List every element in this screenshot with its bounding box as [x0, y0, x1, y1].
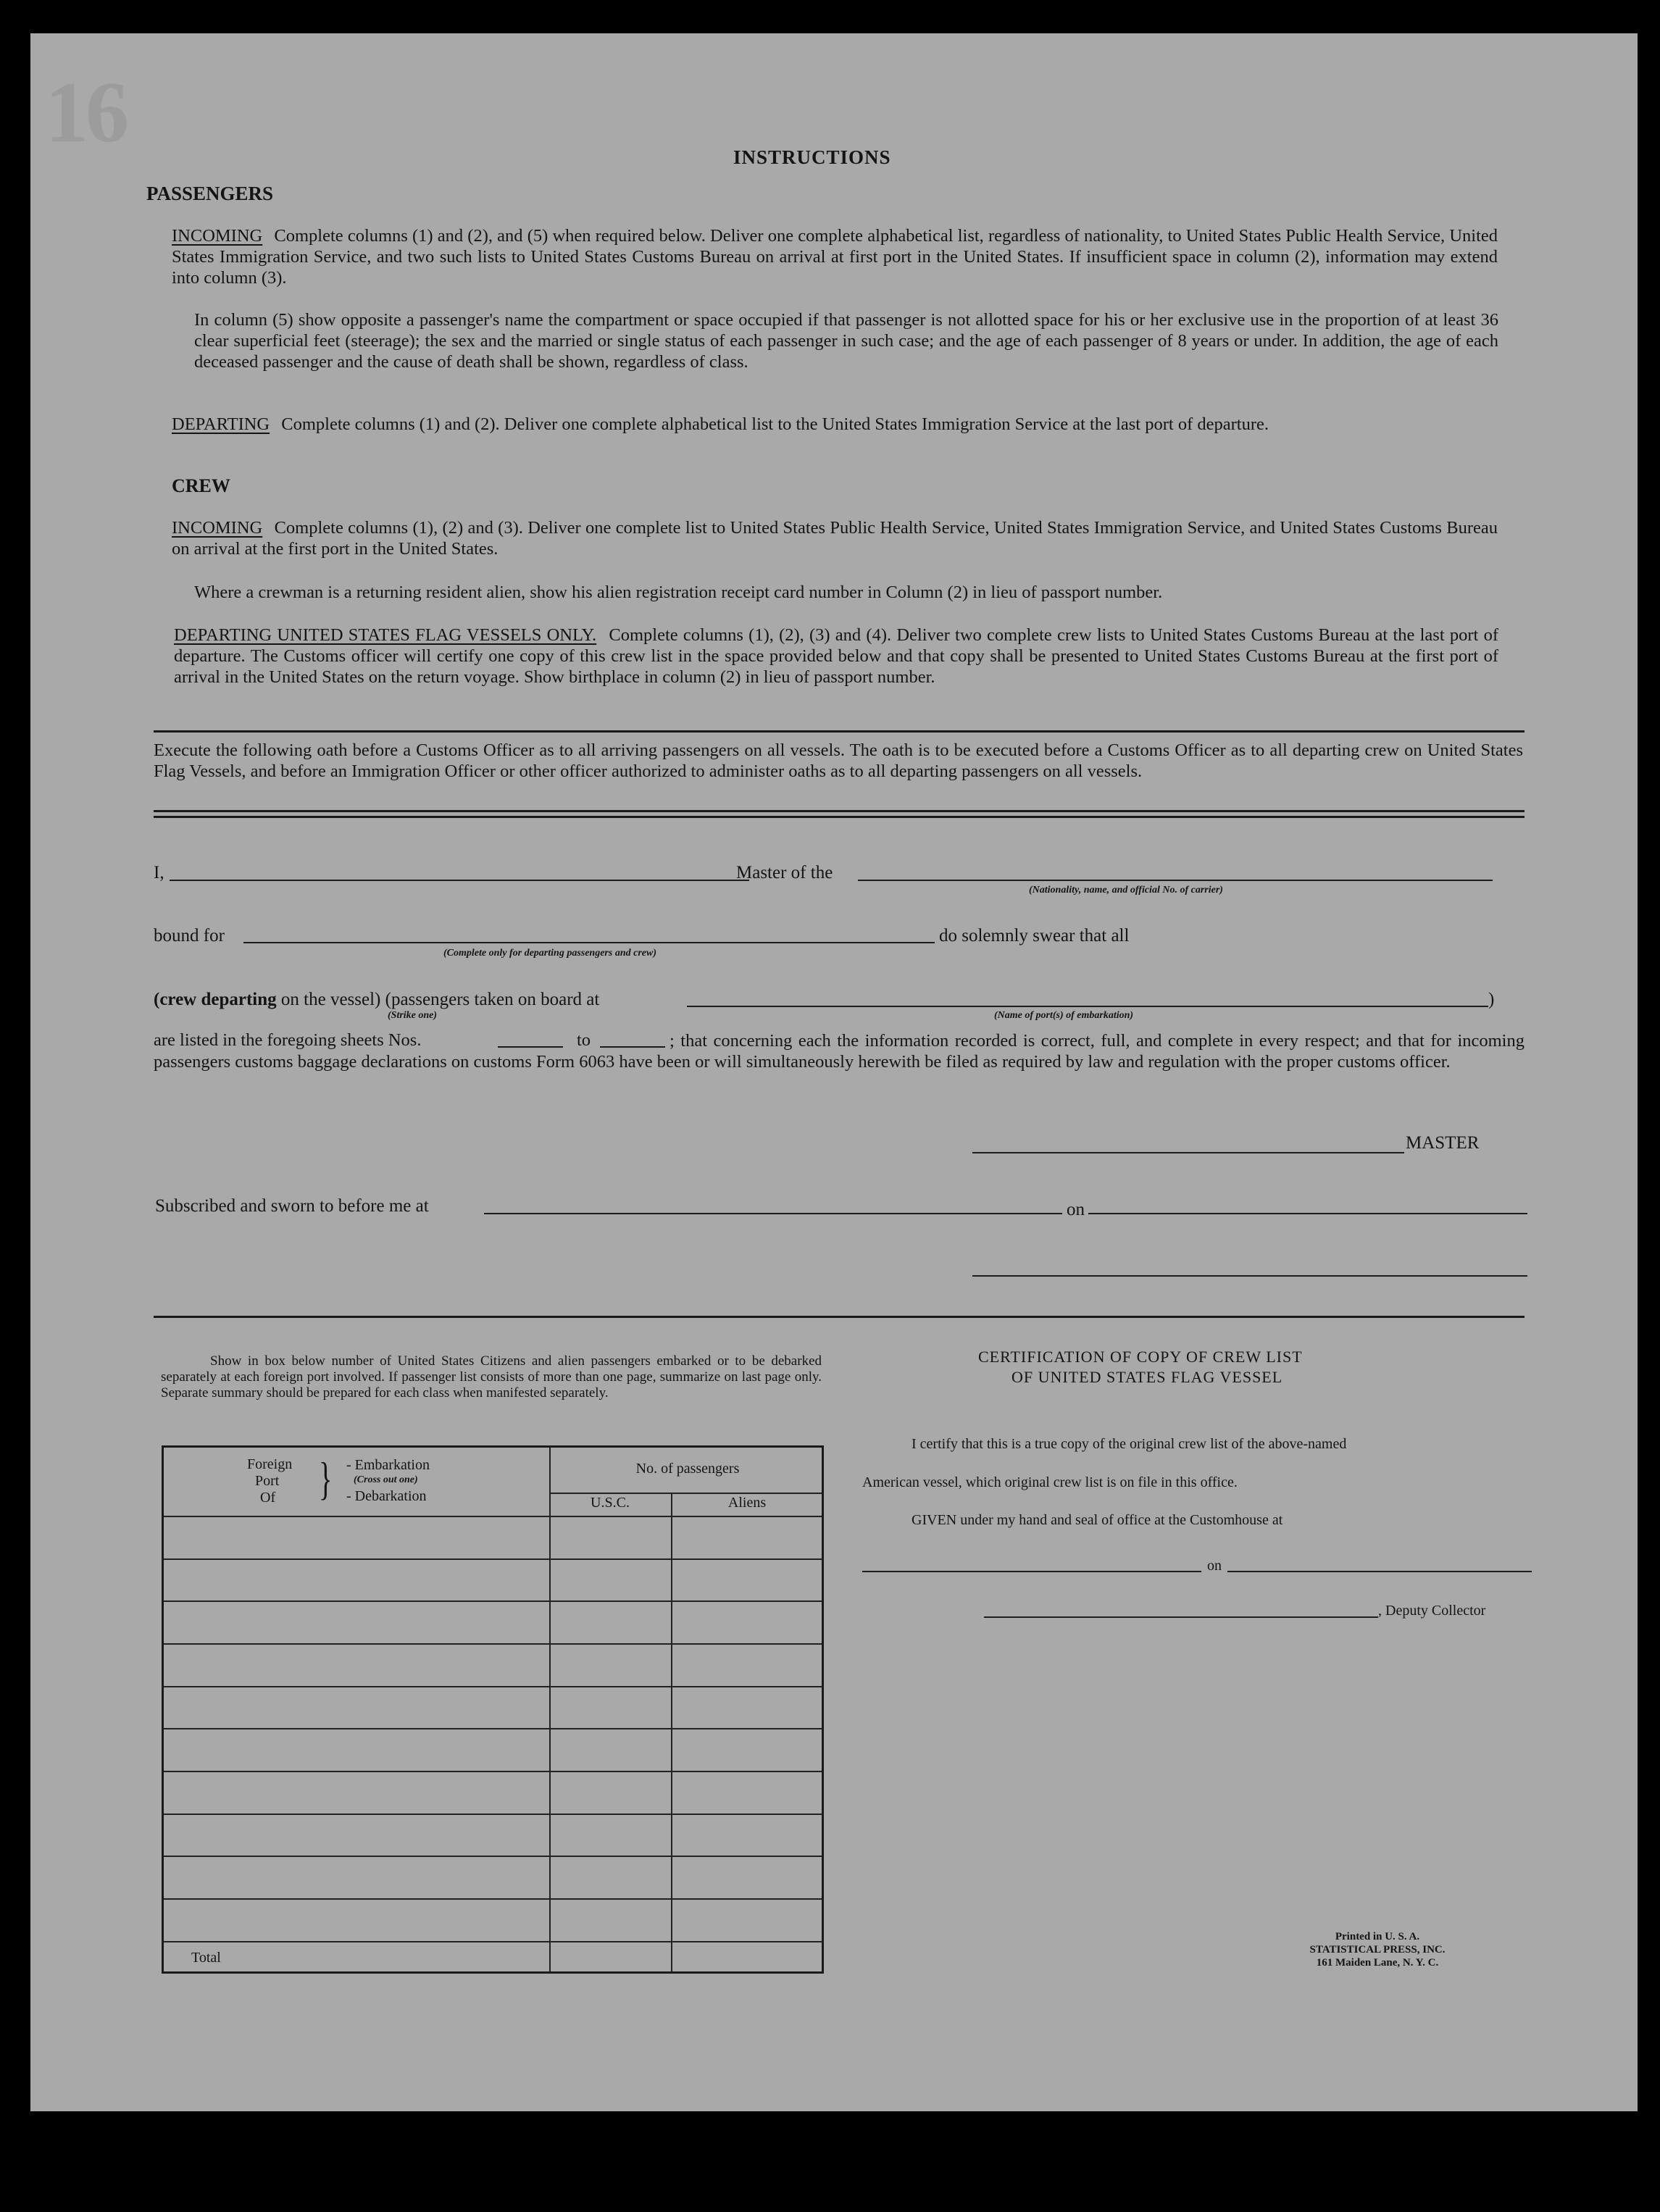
- master-label: MASTER: [1406, 1133, 1480, 1153]
- aliens-header: Aliens: [727, 1495, 767, 1511]
- crew-passengers-line: [154, 990, 599, 1010]
- page-title: INSTRUCTIONS: [733, 146, 891, 168]
- summary-instructions: Show in box below number of United States Citizens and alien passengers embarked or to be debarked separately at each foreign port involved. If passenger list consists of more than one page, summarize on last page only. Separate summary should be prepared for each class when manifested separately.: [161, 1353, 822, 1401]
- on-the-vessel-label: on the vessel): [280, 990, 381, 1009]
- cross-out-hint: (Cross out one): [354, 1474, 418, 1485]
- printer-imprint: [1258, 1930, 1497, 1969]
- crew-departing-paragraph: [174, 625, 1498, 688]
- passengers-heading: PASSENGERS: [146, 183, 274, 204]
- embarkation-option[interactable]: - Embarkation: [346, 1457, 430, 1473]
- passengers-incoming-paragraph: [172, 225, 1498, 288]
- certification-title-2: OF UNITED STATES FLAG VESSEL: [1012, 1368, 1283, 1386]
- officer-signature-field[interactable]: [972, 1275, 1527, 1277]
- master-name-field[interactable]: [170, 880, 749, 881]
- divider: [154, 730, 1525, 733]
- printer-line-2: STATISTICAL PRESS, INC.: [1309, 1944, 1446, 1956]
- deputy-signature-field[interactable]: [984, 1616, 1378, 1618]
- printer-line-3: 161 Maiden Lane, N. Y. C.: [1316, 1957, 1439, 1969]
- crew-incoming-label: INCOMING: [172, 518, 263, 538]
- deputy-collector-label: , Deputy Collector: [1378, 1603, 1486, 1619]
- oath-body-text: ; that concerning each the information recorded is correct, full, and complete in every respect; and that for incoming passengers customs baggage declarations on customs Form 6063 have been or will simultaneously herewith be filed as required by law and regulation with the proper customs officer.: [154, 1031, 1525, 1072]
- nationality-hint: (Nationality, name, and official No. of carrier): [1029, 885, 1223, 896]
- swear-label: do solemnly swear that all: [939, 926, 1130, 946]
- bracket: }: [319, 1453, 333, 1504]
- divider: [154, 1316, 1525, 1318]
- crew-heading: CREW: [172, 475, 230, 496]
- passengers-incoming-label: INCOMING: [172, 226, 263, 246]
- bound-for-label: bound for: [154, 926, 225, 946]
- subscribed-label: Subscribed and sworn to before me at: [155, 1196, 429, 1216]
- divider: [154, 810, 1525, 812]
- certification-date-field[interactable]: [1227, 1571, 1532, 1572]
- carrier-field[interactable]: [858, 880, 1493, 881]
- passengers-column5-paragraph: In column (5) show opposite a passenger's name the compartment or space occupied if that passenger is not allotted space for his or her exclusive use in the proportion of at least 36 clear superficial feet (steerage); the sex and the married or single status of each passenger in such case; and the age of each passenger of 8 years or under. In addition, the age of each deceased passenger and the cause of death shall be shown, regardless of class.: [194, 310, 1498, 372]
- printer-line-1: Printed in U. S. A.: [1335, 1931, 1420, 1942]
- of-label: Of: [260, 1490, 276, 1506]
- master-of-label: Master of the: [736, 863, 833, 882]
- usc-header: U.S.C.: [591, 1495, 630, 1511]
- complete-only-hint: (Complete only for departing passengers and crew): [443, 948, 656, 959]
- divider: [154, 816, 1525, 818]
- debarkation-option[interactable]: - Debarkation: [346, 1488, 427, 1504]
- stamp-number: 16: [45, 64, 126, 160]
- sheets-to-label: to: [577, 1030, 591, 1050]
- customhouse-field[interactable]: [862, 1571, 1201, 1572]
- certification-on-label: on: [1207, 1558, 1222, 1574]
- form-page: [30, 33, 1638, 2111]
- no-of-passengers-header: No. of passengers: [635, 1461, 740, 1477]
- passengers-departing-label: DEPARTING: [172, 414, 270, 434]
- sheets-from-label: are listed in the foregoing sheets Nos.: [154, 1030, 422, 1050]
- passengers-departing-paragraph: [172, 414, 1498, 435]
- master-signature-field[interactable]: [972, 1152, 1404, 1153]
- passengers-incoming-text: Complete columns (1) and (2), and (5) when required below. Deliver one complete alphabetical list, regardless of nationality, to United States Public Health Service, United States Immigration Service, and two such lists to United States Customs Bureau on arrival at first port in the United States. If insufficient space in column (2), information may extend into column (3).: [172, 226, 1498, 288]
- on-label: on: [1067, 1200, 1085, 1219]
- certification-title-1: CERTIFICATION OF COPY OF CREW LIST: [978, 1348, 1303, 1366]
- sworn-date-field[interactable]: [1088, 1213, 1527, 1214]
- crew-resident-paragraph: Where a crewman is a returning resident alien, show his alien registration receipt card number in Column (2) in lieu of passport number.: [194, 583, 1163, 602]
- strike-one-hint: (Strike one): [388, 1010, 438, 1021]
- port-label: Port: [255, 1473, 280, 1489]
- certification-line-1: I certify that this is a true copy of the original crew list of the above-named: [912, 1436, 1347, 1452]
- passengers-departing-text: Complete columns (1) and (2). Deliver one complete alphabetical list to the United States Immigration Service at the last port of departure.: [281, 414, 1269, 434]
- close-paren: ): [1488, 990, 1495, 1009]
- crew-departing-text: Complete columns (1), (2), (3) and (4). Deliver two complete crew lists to United States Customs Bureau at the last port of departure. The Customs officer will certify one copy of this crew list in the space provided below and that copy shall be presented to United States Customs Bureau at the first port of arrival in the United States on the return voyage. Show birthplace in column (2) in lieu of passport number.: [174, 625, 1498, 687]
- passenger-summary-table: [162, 1445, 824, 1974]
- crew-incoming-text: Complete columns (1), (2) and (3). Deliver one complete list to United States Public Health Service, United States Immigration Service, and United States Customs Bureau on arrival at the first port in the United States.: [172, 518, 1498, 559]
- bound-for-field[interactable]: [243, 942, 935, 943]
- crew-departing-label: DEPARTING UNITED STATES FLAG VESSELS ONLY.: [174, 625, 597, 645]
- foreign-label: Foreign: [247, 1456, 293, 1472]
- passengers-taken-option[interactable]: (passengers taken on board at: [385, 990, 600, 1009]
- certification-line-2: American vessel, which original crew list is on file in this office.: [862, 1474, 1238, 1490]
- i-label: I,: [154, 863, 164, 882]
- sworn-place-field[interactable]: [484, 1213, 1062, 1214]
- crew-incoming-paragraph: [172, 517, 1498, 559]
- embarkation-ports-field[interactable]: [687, 1006, 1488, 1007]
- oath-intro: Execute the following oath before a Customs Officer as to all arriving passengers on all vessels. The oath is to be executed before a Customs Officer as to all departing crew on United States Flag Vessels, and before an Immigration Officer or other officer authorized to administer oaths as to all departing passengers on all vessels.: [154, 740, 1523, 781]
- crew-departing-option[interactable]: (crew departing: [154, 990, 277, 1009]
- certification-line-3: GIVEN under my hand and seal of office at the Customhouse at: [912, 1512, 1283, 1528]
- total-label: Total: [191, 1950, 221, 1966]
- name-of-ports-hint: (Name of port(s) of embarkation): [994, 1010, 1134, 1021]
